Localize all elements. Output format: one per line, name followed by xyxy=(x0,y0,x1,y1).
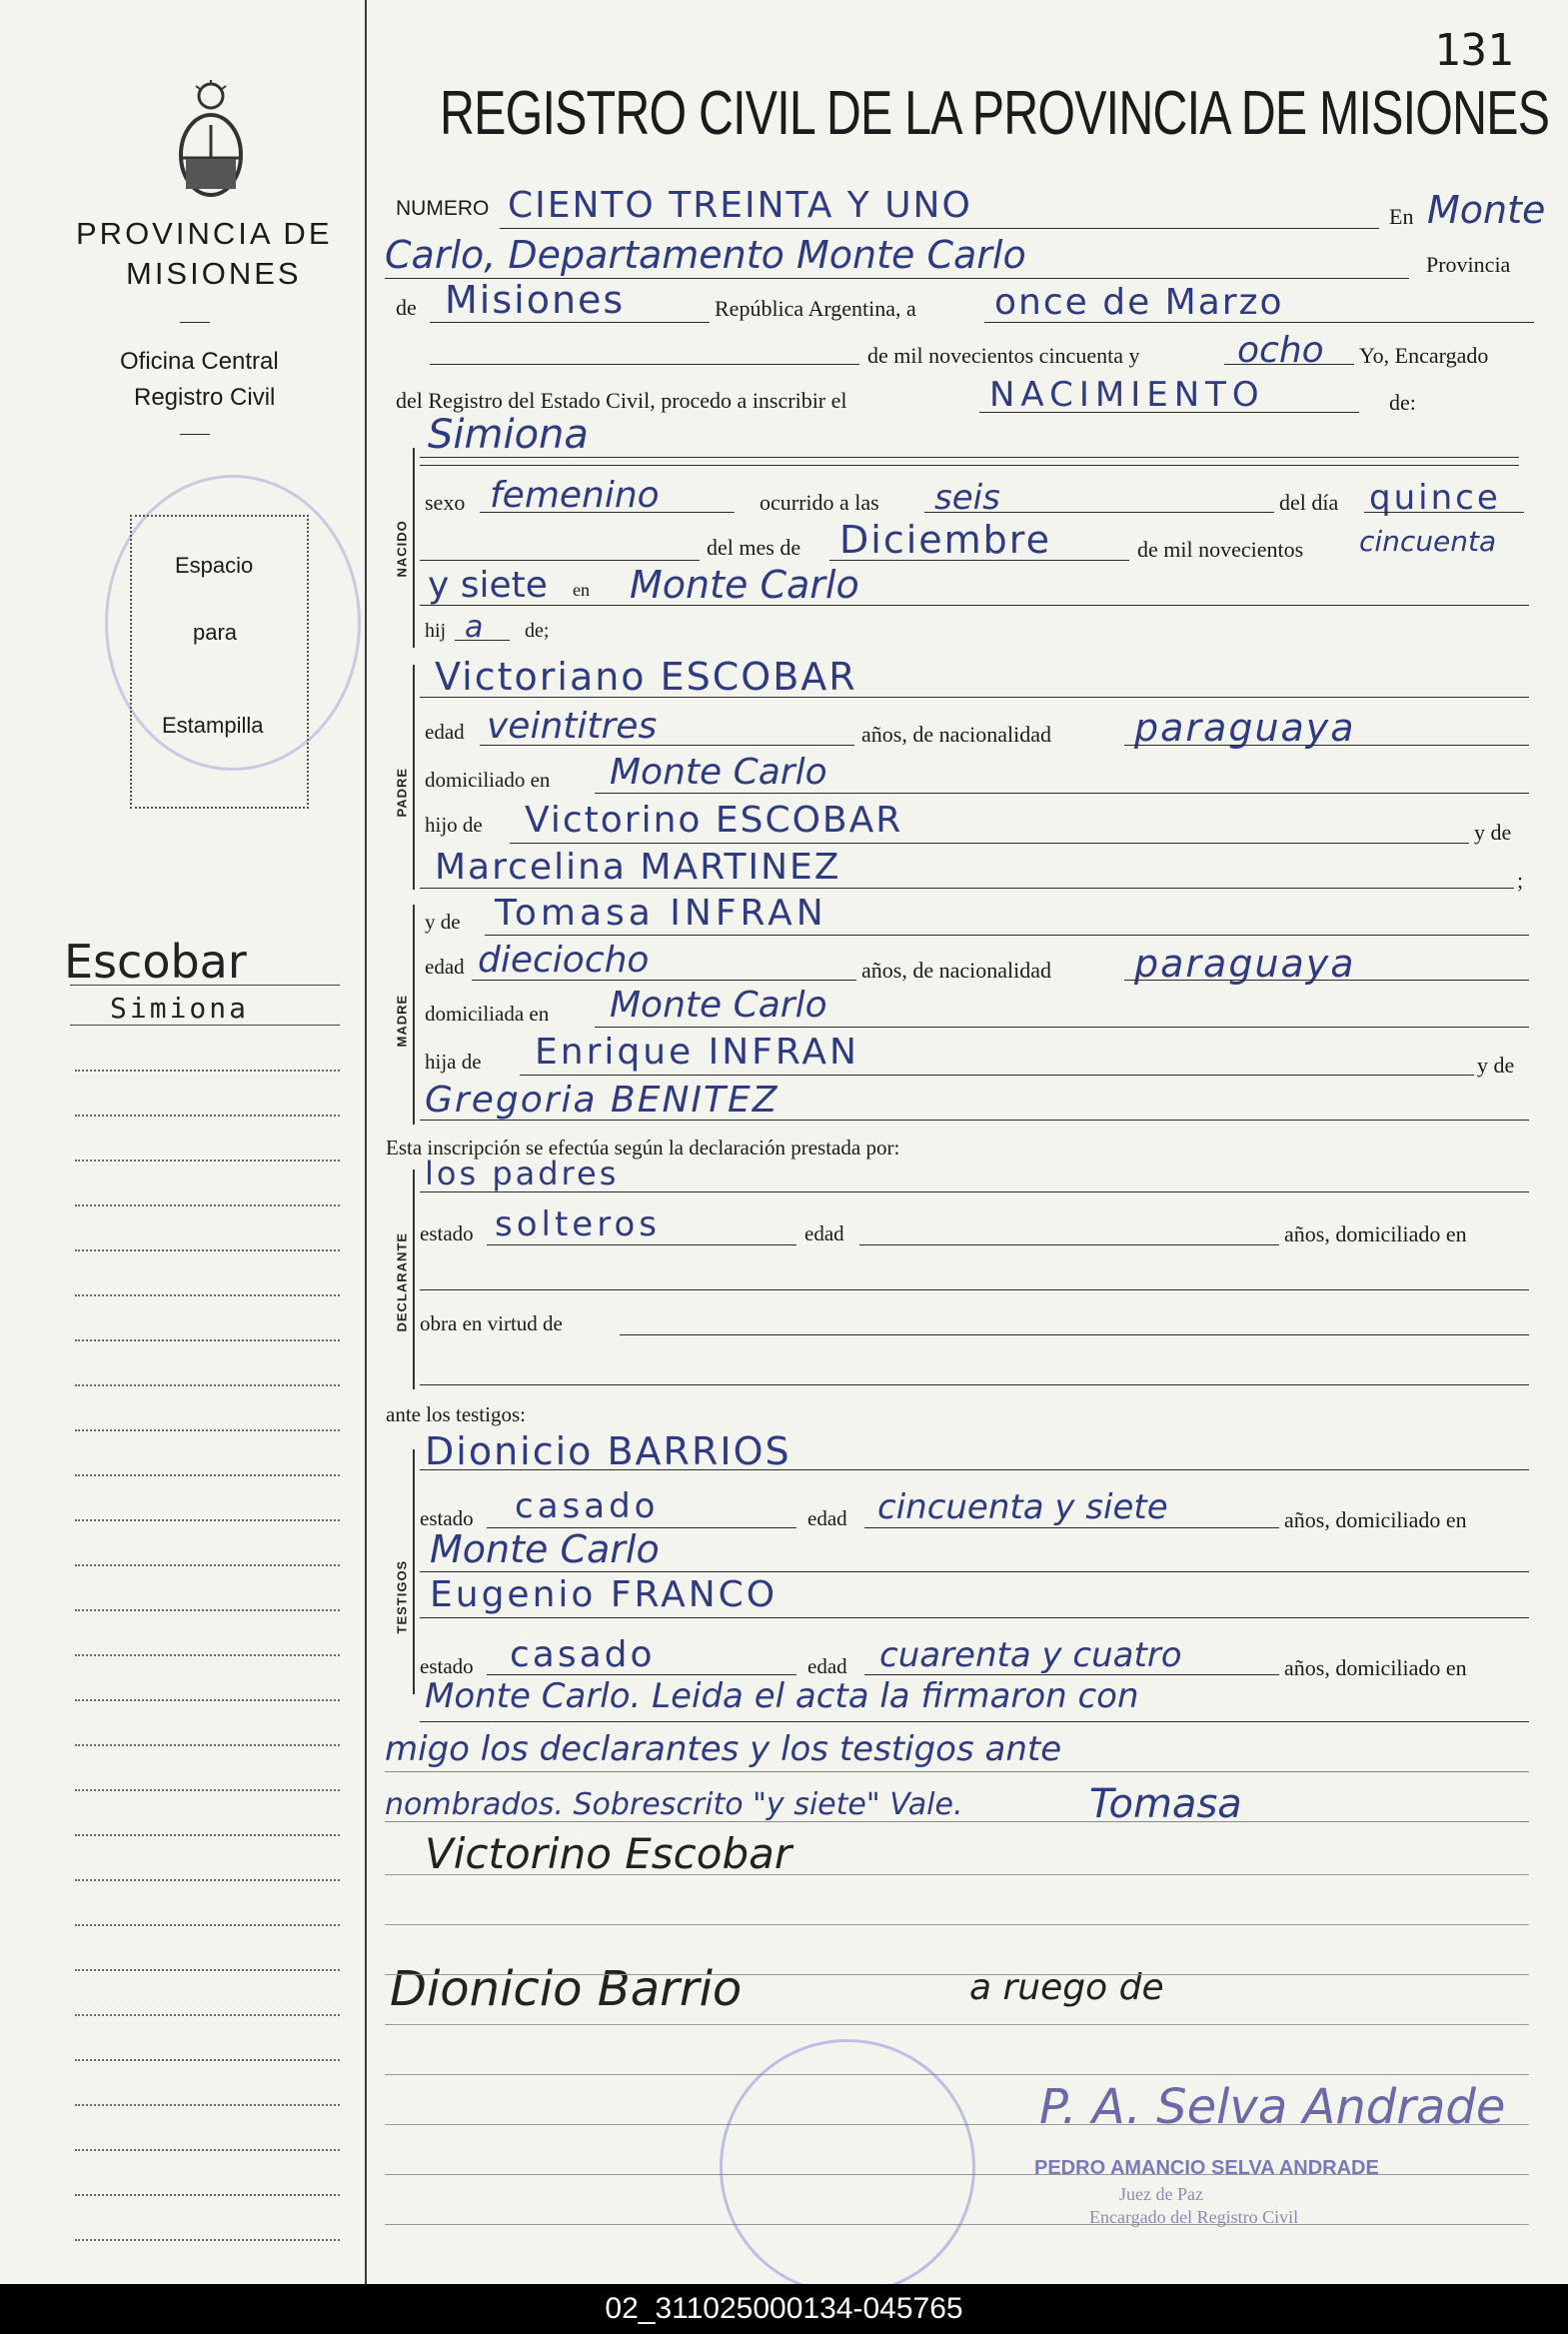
form-line xyxy=(595,793,1529,794)
form-line xyxy=(420,465,1519,466)
form-line xyxy=(1224,364,1354,365)
label-anos-dom: años, domiciliado en xyxy=(1284,1221,1467,1246)
entry-padre-edad: veintitres xyxy=(487,706,658,747)
entry-lugar-nac: Monte Carlo xyxy=(630,563,859,607)
dotted-line xyxy=(75,1789,340,1791)
dotted-line xyxy=(75,1070,340,1072)
label-edad-decl: edad xyxy=(804,1221,844,1245)
form-line xyxy=(420,1571,1529,1572)
dotted-line xyxy=(75,1294,340,1296)
dotted-line xyxy=(75,2194,340,2196)
signature-victorino: Victorino Escobar xyxy=(425,1829,792,1878)
closing-note: migo los declarantes y los testigos ante xyxy=(385,1729,1062,1769)
dotted-line xyxy=(75,1879,340,1881)
label-domiciliado: domiciliado en xyxy=(425,768,551,792)
label-hij: hij xyxy=(425,620,447,642)
entry-t2-dom: Monte Carlo. Leida el acta la firmaron con xyxy=(425,1676,1139,1716)
dotted-line xyxy=(75,1969,340,1971)
closing-note: nombrados. Sobrescrito "y siete" Vale. xyxy=(385,1787,963,1822)
index-given-name: Simiona xyxy=(110,992,250,1025)
form-line xyxy=(420,697,1529,698)
signature-tomasa: Tomasa xyxy=(1089,1781,1242,1827)
stamp-label: Espacio xyxy=(175,553,254,578)
form-line xyxy=(430,364,859,365)
entry-dia: quince xyxy=(1369,478,1501,518)
section-label-madre: MADRE xyxy=(394,994,410,1048)
dotted-line xyxy=(75,1924,340,1926)
entry-padre-padre: Victorino ESCOBAR xyxy=(525,800,903,841)
entry-padre-dom: Monte Carlo xyxy=(610,752,827,793)
entry-madre-madre: Gregoria BENITEZ xyxy=(425,1080,780,1121)
label-obra: obra en virtud de xyxy=(420,1311,563,1335)
dotted-line xyxy=(75,1699,340,1701)
form-line xyxy=(520,1075,1474,1076)
section-label-testigos: TESTIGOS xyxy=(394,1559,410,1634)
dotted-line xyxy=(75,2104,340,2106)
dotted-line xyxy=(75,1654,340,1656)
index-rule xyxy=(70,1025,340,1026)
form-line xyxy=(385,1874,1529,1875)
form-line xyxy=(420,457,1519,458)
entry-anio-nac2: y siete xyxy=(428,565,548,606)
seal-name: PEDRO AMANCIO SELVA ANDRADE xyxy=(1034,2157,1379,2179)
label-registro: del Registro del Estado Civil, procedo a inscribir el xyxy=(396,388,847,413)
entry-t2-edad: cuarenta y cuatro xyxy=(879,1635,1182,1675)
label-y-de: y de xyxy=(1474,820,1512,845)
label-estado-t2: estado xyxy=(420,1654,474,1678)
form-line xyxy=(864,1527,1279,1528)
label-estado: estado xyxy=(420,1221,474,1245)
label-y-de-2: y de xyxy=(1477,1053,1515,1078)
entry-t1-edad: cincuenta y siete xyxy=(877,1487,1168,1527)
form-line xyxy=(385,1771,1529,1772)
form-line xyxy=(1124,745,1529,746)
dotted-line xyxy=(75,2059,340,2061)
dotted-line xyxy=(75,1115,340,1117)
label-edad-t2: edad xyxy=(807,1654,847,1678)
sidebar-province-name: MISIONES xyxy=(126,256,302,291)
form-line xyxy=(984,322,1534,323)
form-line xyxy=(595,1027,1529,1028)
dotted-line xyxy=(75,1834,340,1836)
entry-anio: ocho xyxy=(1237,330,1324,371)
form-line xyxy=(420,888,1514,889)
label-hija-de: hija de xyxy=(425,1050,482,1074)
sidebar-office: Oficina Central xyxy=(120,348,279,375)
page-number: 131 xyxy=(1434,25,1514,76)
label-sexo: sexo xyxy=(425,490,466,515)
dotted-line xyxy=(75,1474,340,1476)
section-bracket xyxy=(413,665,415,890)
form-line xyxy=(510,843,1469,844)
form-line xyxy=(385,1821,1529,1822)
signature-official: P. A. Selva Andrade xyxy=(1039,2079,1506,2135)
section-bracket xyxy=(413,1169,415,1389)
label-de3: de; xyxy=(525,620,550,642)
entry-numero: CIENTO TREINTA Y UNO xyxy=(508,185,972,226)
label-del-mes: del mes de xyxy=(707,535,801,560)
form-line xyxy=(420,1721,1529,1722)
seal-title: Juez de Paz xyxy=(1119,2184,1203,2204)
form-line xyxy=(385,2024,1529,2025)
label-ocurrido: ocurrido a las xyxy=(760,490,879,515)
form-line xyxy=(1124,980,1529,981)
entry-decl-estado: solteros xyxy=(495,1204,661,1244)
dotted-line xyxy=(75,1204,340,1206)
index-rule xyxy=(70,985,340,986)
section-label-declarante: DECLARANTE xyxy=(394,1231,410,1332)
form-line xyxy=(864,1674,1279,1675)
label-numero: NUMERO xyxy=(396,197,490,220)
entry-declarante: los padres xyxy=(425,1155,620,1192)
entry-anio-nac: cincuenta xyxy=(1359,525,1497,558)
page-title: REGISTRO CIVIL DE LA PROVINCIA DE MISIONES xyxy=(440,79,1550,148)
form-line xyxy=(485,935,1529,936)
entry-acto: NACIMIENTO xyxy=(989,375,1265,415)
label-anos-dom-t2: años, domiciliado en xyxy=(1284,1655,1467,1680)
form-line xyxy=(420,1120,1529,1121)
label-edad-t1: edad xyxy=(807,1506,847,1530)
form-line xyxy=(979,412,1359,413)
form-line xyxy=(420,1617,1529,1618)
label-testigos: ante los testigos: xyxy=(386,1402,526,1426)
sidebar-province: PROVINCIA DE xyxy=(76,216,333,251)
form-line xyxy=(430,322,710,323)
stamp-label: para xyxy=(193,620,238,645)
dotted-line xyxy=(75,1564,340,1566)
label-en2: en xyxy=(573,580,590,600)
dotted-line xyxy=(75,1744,340,1746)
form-line xyxy=(829,560,1129,561)
dotted-line xyxy=(75,1249,340,1251)
form-line xyxy=(487,1244,796,1245)
label-provincia: Provincia xyxy=(1426,252,1511,277)
label-anos-nac: años, de nacionalidad xyxy=(861,722,1051,747)
entry-t1-dom: Monte Carlo xyxy=(430,1527,660,1571)
form-line xyxy=(420,1191,1529,1192)
label-mil-nov: de mil novecientos xyxy=(1137,537,1304,562)
index-surname: Escobar xyxy=(64,935,247,989)
label-republica: República Argentina, a xyxy=(715,296,916,321)
label-del-dia: del día xyxy=(1279,490,1339,515)
seal-title: Encargado del Registro Civil xyxy=(1089,2207,1299,2227)
sidebar-rule xyxy=(180,434,210,435)
section-bracket xyxy=(413,448,415,648)
dotted-line xyxy=(75,1609,340,1611)
entry-mes: Diciembre xyxy=(839,518,1051,562)
section-label-nacido: NACIDO xyxy=(394,520,410,578)
section-bracket xyxy=(413,905,415,1125)
dotted-line xyxy=(75,1384,340,1386)
entry-madre-edad: dieciocho xyxy=(478,940,650,981)
entry-testigo2: Eugenio FRANCO xyxy=(430,1574,779,1615)
entry-padre-madre: Marcelina MARTINEZ xyxy=(435,847,841,888)
label-anos-dom-t1: años, domiciliado en xyxy=(1284,1507,1467,1532)
form-line xyxy=(385,1924,1529,1925)
entry-sexo: femenino xyxy=(490,475,660,516)
entry-padre-nac: paraguaya xyxy=(1134,706,1356,750)
entry-t2-estado: casado xyxy=(510,1634,656,1675)
entry-nombre: Simiona xyxy=(428,412,589,458)
form-line xyxy=(620,1334,1529,1335)
form-line xyxy=(420,1289,1529,1290)
sidebar-office2: Registro Civil xyxy=(134,384,276,411)
left-margin-divider xyxy=(365,0,367,2284)
label-domiciliada: domiciliada en xyxy=(425,1002,550,1026)
section-label-padre: PADRE xyxy=(394,767,410,818)
entry-padre: Victoriano ESCOBAR xyxy=(435,655,857,699)
entry-hora: seis xyxy=(934,478,1000,518)
section-bracket xyxy=(413,1449,415,1694)
dotted-line xyxy=(75,2014,340,2016)
entry-testigo1: Dionicio BARRIOS xyxy=(425,1429,791,1473)
entry-hija: a xyxy=(465,610,484,645)
form-line xyxy=(859,1244,1279,1245)
label-estado-t1: estado xyxy=(420,1506,474,1530)
form-line xyxy=(455,640,510,641)
entry-madre-nac: paraguaya xyxy=(1134,942,1356,986)
dotted-line xyxy=(75,1160,340,1162)
label-de: de xyxy=(396,295,417,320)
label-declaracion: Esta inscripción se efectúa según la declaración prestada por: xyxy=(386,1136,900,1160)
image-id-footer: 02_311025000134-045765 xyxy=(0,2284,1568,2334)
entry-madre-padre: Enrique INFRAN xyxy=(535,1032,859,1073)
dotted-line xyxy=(75,2239,340,2241)
entry-madre-dom: Monte Carlo xyxy=(610,985,827,1026)
dotted-line xyxy=(75,1519,340,1521)
form-line xyxy=(420,1384,1529,1385)
sidebar-rule xyxy=(180,322,210,323)
stamp-label: Estampilla xyxy=(162,713,264,738)
label-yo: Yo, Encargado xyxy=(1359,343,1489,368)
form-line xyxy=(1364,512,1524,513)
signature-ruego: a ruego de xyxy=(969,1967,1164,2008)
form-line xyxy=(385,2074,1529,2075)
form-line xyxy=(420,560,700,561)
label-anos-nac-madre: años, de nacionalidad xyxy=(861,958,1051,983)
label-semicolon: ; xyxy=(1517,868,1524,893)
form-line xyxy=(420,1469,1529,1470)
form-line xyxy=(500,228,1379,229)
entry-t1-estado: casado xyxy=(515,1486,660,1526)
entry-madre: Tomasa INFRAN xyxy=(495,893,827,934)
form-line xyxy=(385,1974,1529,1975)
entry-lugar: Carlo, Departamento Monte Carlo xyxy=(385,233,1026,277)
label-hijo-de: hijo de xyxy=(425,813,483,837)
entry-fecha: once de Marzo xyxy=(994,282,1284,323)
label-mil-cincuenta: de mil novecientos cincuenta y xyxy=(867,343,1140,368)
form-line xyxy=(420,605,1529,606)
label-en: En xyxy=(1389,204,1414,229)
dotted-line xyxy=(75,1429,340,1431)
form-line xyxy=(472,980,856,981)
entry-en: Monte xyxy=(1427,188,1546,232)
label-edad-madre: edad xyxy=(425,955,465,979)
form-line xyxy=(480,745,854,746)
entry-provincia: Misiones xyxy=(445,278,626,322)
label-y-de-madre: y de xyxy=(425,910,461,934)
label-de2: de: xyxy=(1389,390,1416,415)
form-line xyxy=(924,512,1274,513)
official-seal xyxy=(720,2039,975,2284)
signature-dionicio: Dionicio Barrio xyxy=(390,1961,743,2017)
dotted-line xyxy=(75,2149,340,2151)
form-line xyxy=(480,512,735,513)
dotted-line xyxy=(75,1339,340,1341)
coat-of-arms-icon xyxy=(170,80,252,200)
label-edad: edad xyxy=(425,720,465,744)
form-line xyxy=(487,1674,796,1675)
